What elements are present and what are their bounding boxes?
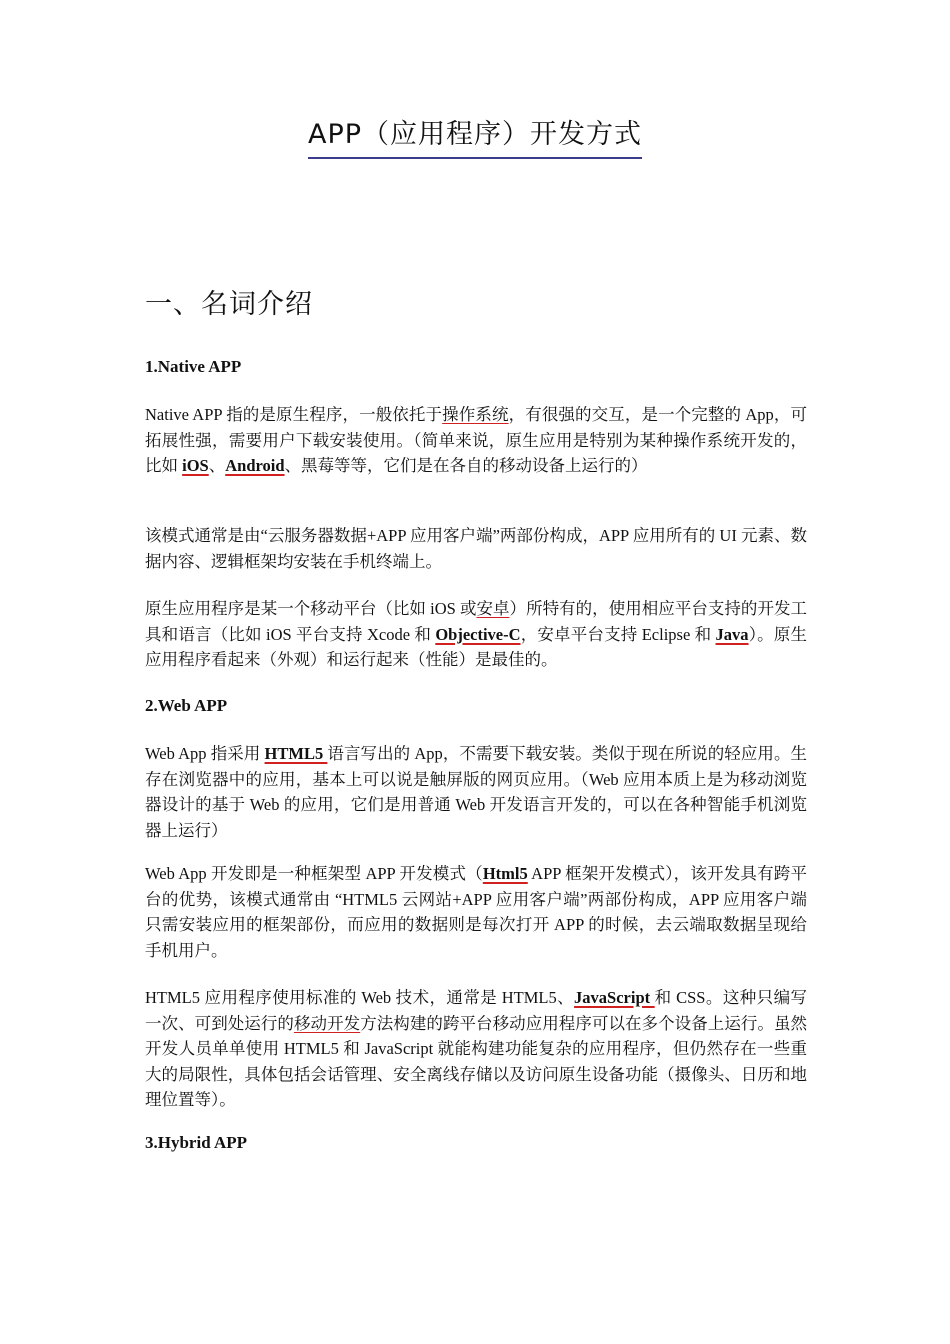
page-title: APP（应用程序）开发方式 (308, 112, 642, 159)
native-paragraph-1: Native APP 指的是原生程序，一般依托于操作系统，有很强的交互，是一个完整的 App，可拓展性强，需要用户下载安装使用。（简单来说，原生应用是特别为某种操作系统开发的，比如 iOS、Android、黑莓等等，它们是在各自的移动设备上运行的） (145, 405, 808, 475)
section-heading-terms: 一、名词介绍 (145, 289, 313, 320)
web-paragraph-1: Web App 指采用 HTML5 语言写出的 App，不需要下载安装。类似于现在所说的轻应用。生存在浏览器中的应用，基本上可以说是触屏版的网页应用。（Web 应用本质上是为移动浏览器设计的基于 Web 的应用，它们是用普通 Web 开发语言开发的，可以在各种智能手机浏览器上运行） (145, 744, 807, 840)
link-html5[interactable]: HTML5 (264, 744, 328, 763)
link-mobile-development[interactable]: 移动开发 (293, 1013, 361, 1033)
link-java[interactable]: Java (715, 624, 749, 644)
link-android[interactable]: Android (225, 456, 285, 475)
web-paragraph-3: HTML5 应用程序使用标准的 Web 技术，通常是 HTML5、JavaScript 和 CSS。这种只编写一次、可到处运行的移动开发方法构建的跨平台移动应用程序可以在多个设备上运行。虽然开发人员单单使用 HTML5 和 JavaScript 就能构建功能复杂的应用程序，但仍然存在一些重大的局限性，具体包括会话管理、安全离线存储以及访问原生设备功能（摄像头、日历和地理位置等）。 (145, 988, 808, 1109)
native-paragraph-2: 该模式通常是由“云服务器数据+APP 应用客户端”两部份构成，APP 应用所有的 UI 元素、数据内容、逻辑框架均安装在手机终端上。 (145, 526, 807, 571)
heading-hybrid-app: 3.Hybrid APP (145, 1133, 248, 1152)
link-android-cn[interactable]: 安卓 (476, 599, 510, 618)
title-container (0, 112, 950, 159)
link-javascript[interactable]: JavaScript (574, 988, 655, 1007)
heading-native-app: 1.Native APP (145, 357, 242, 376)
web-paragraph-2: Web App 开发即是一种框架型 APP 开发模式（Html5 APP 框架开发模式），该开发具有跨平台的优势，该模式通常由 “HTML5 云网站+APP 应用客户端”两部份构成，APP 应用客户端只需安装应用的框架部份，而应用的数据则是每次打开 APP 的时候，去云端取数据呈现给手机用户。 (145, 864, 807, 960)
link-operating-system[interactable]: 操作系统 (442, 405, 509, 424)
link-html5-framework[interactable]: Html5 (482, 864, 528, 883)
native-paragraph-3: 原生应用程序是某一个移动平台（比如 iOS 或安卓）所特有的，使用相应平台支持的开发工具和语言（比如 iOS 平台支持 Xcode 和 Objective-C，安卓平台支持 Eclipse 和 Java）。原生应用程序看起来（外观）和运行起来（性能）是最佳的。 (145, 599, 808, 669)
link-objective-c[interactable]: Objective-C (435, 624, 521, 644)
heading-web-app: 2.Web APP (145, 696, 228, 715)
link-ios[interactable]: iOS (182, 456, 209, 475)
